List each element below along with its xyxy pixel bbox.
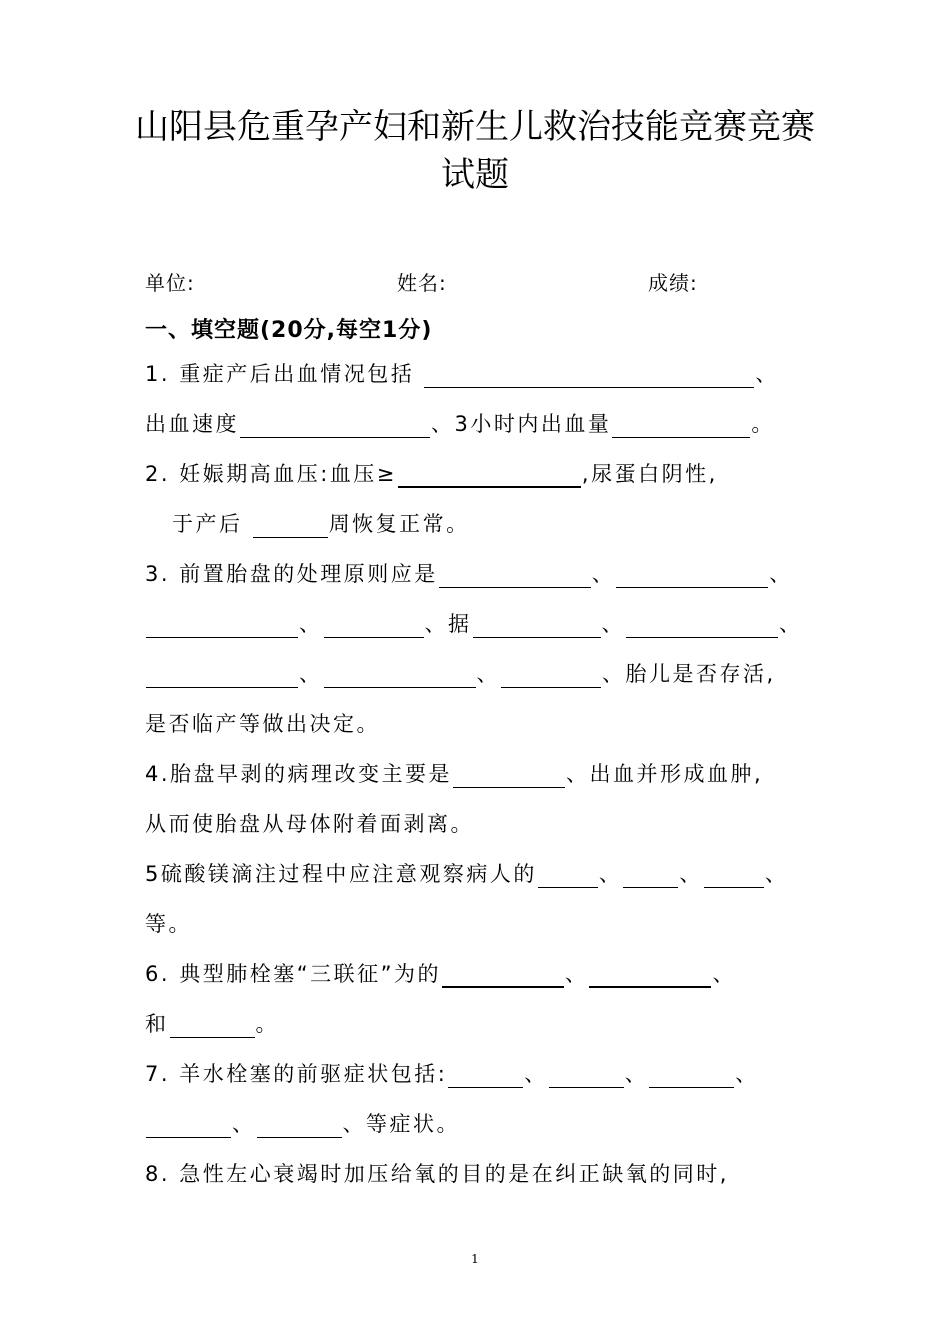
answer-blank[interactable] bbox=[616, 561, 768, 588]
section-heading-fill-in: 一、填空题(20分,每空1分) bbox=[145, 318, 433, 343]
question-5-line-1: 5硫酸镁滴注过程中应注意观察病人的 、 、 、 bbox=[145, 862, 789, 886]
question-3-line-3: 、 、 、胎儿是否存活, bbox=[145, 658, 776, 690]
answer-blank[interactable] bbox=[240, 411, 430, 438]
question-3-line-1: 3. 前置胎盘的处理原则应是 、 、 bbox=[145, 562, 793, 586]
exam-title-line2: 试题 bbox=[441, 155, 509, 195]
question-6-line-1: 6. 典型肺栓塞“三联征”为的 、 、 bbox=[145, 962, 736, 986]
answer-blank[interactable] bbox=[448, 1061, 523, 1088]
answer-blank[interactable] bbox=[649, 1061, 734, 1088]
question-2-line-1: 2. 妊娠期高血压:血压≥ ,尿蛋白阴性, bbox=[145, 462, 718, 486]
question-4-line-2: 从而使胎盘从母体附着面剥离。 bbox=[145, 812, 474, 836]
answer-blank[interactable] bbox=[538, 861, 598, 888]
question-7-line-1: 7. 羊水栓塞的前驱症状包括: 、 、 、 bbox=[145, 1062, 759, 1086]
answer-blank[interactable] bbox=[146, 611, 298, 638]
unit-label: 单位: bbox=[145, 271, 195, 295]
answer-blank[interactable] bbox=[146, 661, 298, 688]
answer-blank[interactable] bbox=[473, 611, 601, 638]
answer-blank[interactable] bbox=[623, 861, 678, 888]
answer-blank[interactable] bbox=[501, 661, 601, 688]
question-5-line-2: 等。 bbox=[145, 912, 192, 936]
question-6-line-2: 和 。 bbox=[145, 1012, 279, 1036]
answer-blank[interactable] bbox=[424, 361, 754, 388]
answer-blank[interactable] bbox=[549, 1061, 624, 1088]
answer-blank[interactable] bbox=[439, 561, 591, 588]
answer-blank[interactable] bbox=[589, 960, 711, 988]
answer-blank[interactable] bbox=[704, 861, 764, 888]
question-2-line-2: 于产后 周恢复正常。 bbox=[172, 512, 470, 536]
answer-blank[interactable] bbox=[324, 661, 476, 688]
score-label: 成绩: bbox=[648, 271, 698, 295]
answer-blank[interactable] bbox=[398, 460, 581, 488]
answer-blank[interactable] bbox=[253, 511, 328, 538]
name-label: 姓名: bbox=[397, 271, 447, 295]
answer-blank[interactable] bbox=[453, 761, 565, 788]
question-3-line-4: 是否临产等做出决定。 bbox=[145, 712, 380, 736]
answer-blank[interactable] bbox=[257, 1111, 342, 1138]
answer-blank[interactable] bbox=[146, 1111, 231, 1138]
answer-blank[interactable] bbox=[612, 411, 750, 438]
question-3-line-2: 、 、据 、 、 bbox=[145, 608, 803, 640]
answer-blank[interactable] bbox=[442, 960, 564, 988]
answer-blank[interactable] bbox=[626, 611, 778, 638]
exam-title-line1: 山阳县危重孕产妇和新生儿救治技能竞赛竞赛 bbox=[135, 107, 815, 147]
page-number: 1 bbox=[471, 1252, 479, 1266]
question-4-line-1: 4.胎盘早剥的病理改变主要是 、出血并形成血肿, bbox=[145, 762, 764, 786]
answer-blank[interactable] bbox=[324, 611, 424, 638]
answer-blank[interactable] bbox=[170, 1011, 255, 1038]
question-7-line-2: 、 、等症状。 bbox=[145, 1108, 460, 1140]
question-1-line-1: 1. 重症产后出血情况包括 、 bbox=[145, 362, 779, 386]
question-1-line-2: 出血速度 、3小时内出血量 。 bbox=[145, 412, 775, 436]
question-8-line-1: 8. 急性左心衰竭时加压给氧的目的是在纠正缺氧的同时, bbox=[145, 1162, 729, 1186]
